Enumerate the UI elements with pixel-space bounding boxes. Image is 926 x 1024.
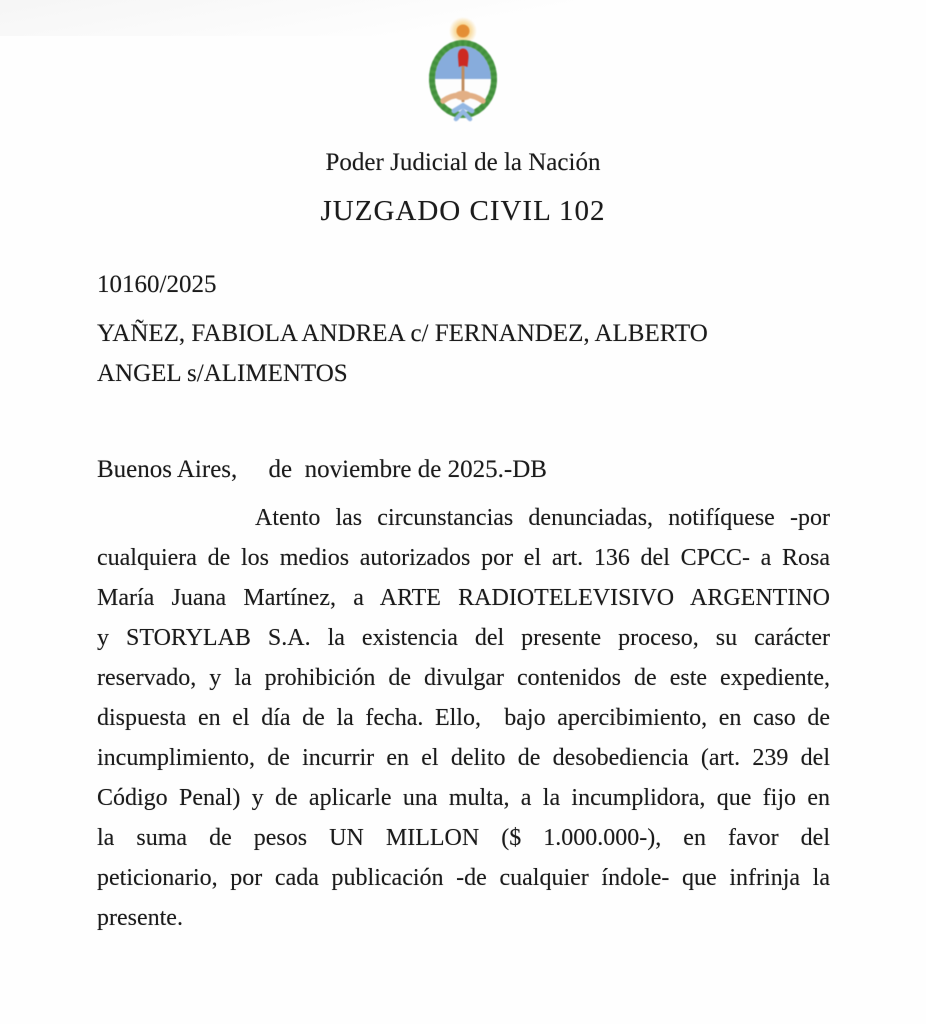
phrygian-cap-icon <box>458 49 469 68</box>
body-line: presente. <box>97 905 183 931</box>
body-line: incumplimiento, de incurrir en el delito de desobediencia (art. 239 del <box>97 745 830 771</box>
coat-of-arms-argentina-icon <box>413 14 513 127</box>
case-caption-line: ANGEL s/ALIMENTOS <box>97 360 348 387</box>
body-line: dispuesta en el día de la fecha. Ello, bajo apercibimiento, en caso de <box>97 705 830 731</box>
body-line: María Juana Martínez, a ARTE RADIOTELEVISIVO ARGENTINO <box>97 585 830 611</box>
body-line: Atento las circunstancias denunciadas, notifíquese -por <box>255 505 830 531</box>
case-caption <box>97 314 830 394</box>
coat-of-arms-svg <box>413 14 513 122</box>
case-caption-line: YAÑEZ, FABIOLA ANDREA c/ FERNANDEZ, ALBERTO <box>97 320 708 347</box>
institution-title: Poder Judicial de la Nación <box>325 149 601 176</box>
court-title: JUZGADO CIVIL 102 <box>320 195 606 227</box>
dateline: Buenos Aires, de noviembre de 2025.-DB <box>97 456 547 483</box>
case-number: 10160/2025 <box>97 271 217 298</box>
body-line: reservado, y la prohibición de divulgar contenidos de este expediente, <box>97 665 830 691</box>
body-line: Código Penal) y de aplicarle una multa, a la incumplidora, que fijo en <box>97 785 830 811</box>
body-line: y STORYLAB S.A. la existencia del presente proceso, su carácter <box>97 625 830 651</box>
body-line: peticionario, por cada publicación -de cualquier índole- que infrinja la <box>97 865 830 891</box>
clasped-hands-icon <box>455 91 472 101</box>
body-line: cualquiera de los medios autorizados por el art. 136 del CPCC- a Rosa <box>97 545 830 571</box>
body-line: la suma de pesos UN MILLON ($ 1.000.000-), en favor del <box>97 825 830 851</box>
sun-icon <box>457 25 470 38</box>
order-body <box>97 498 830 938</box>
